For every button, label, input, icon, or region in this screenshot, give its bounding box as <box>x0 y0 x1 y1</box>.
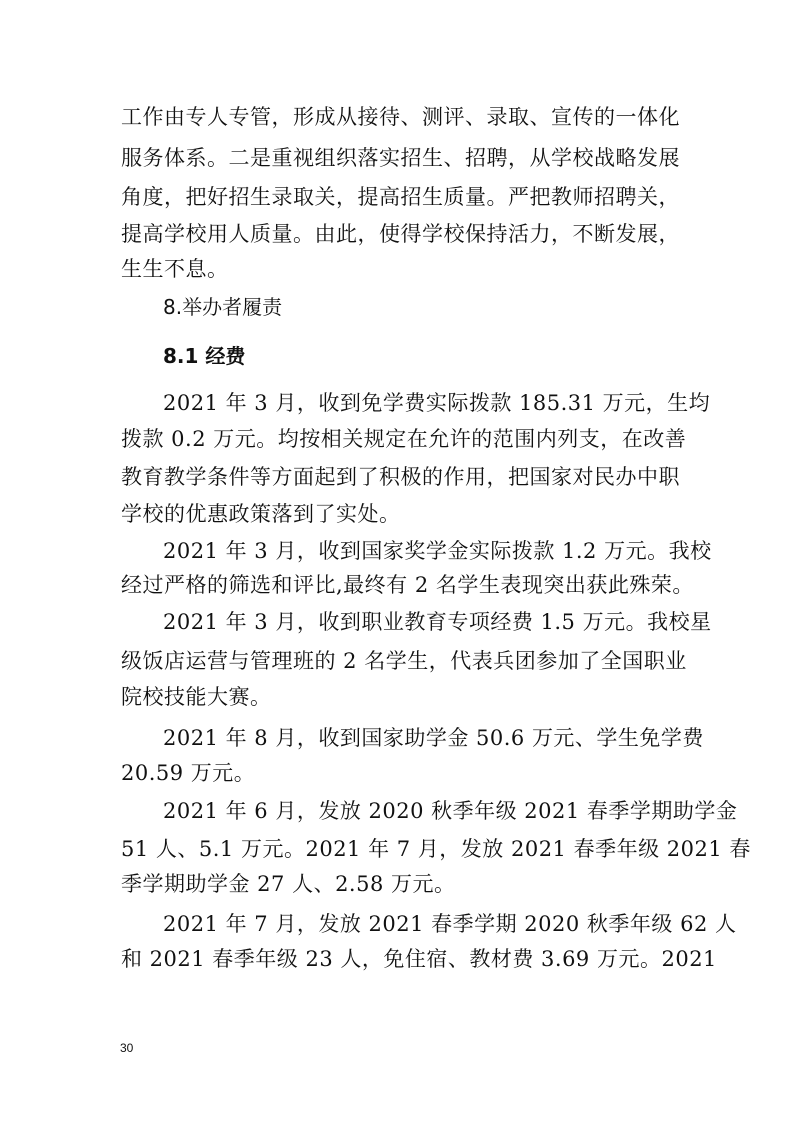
paragraph-line: 51 人、5.1 万元。2021 年 7 月，发放 2021 春季年级 2021 春 <box>121 837 751 861</box>
paragraph-line: 20.59 万元。 <box>121 761 256 785</box>
page-number: 30 <box>120 1041 134 1055</box>
paragraph-line: 级饭店运营与管理班的 2 名学生，代表兵团参加了全国职业 <box>121 649 687 673</box>
paragraph-line: 学校的优惠政策落到了实处。 <box>121 502 401 526</box>
paragraph-line: 2021 年 3 月，收到职业教育专项经费 1.5 万元。我校星 <box>163 610 712 634</box>
paragraph-line: 生生不息。 <box>121 257 229 281</box>
paragraph-line: 工作由专人专管，形成从接待、测评、录取、宣传的一体化 <box>121 105 680 129</box>
paragraph-line: 角度，把好招生录取关，提高招生质量。严把教师招聘关， <box>121 185 680 209</box>
paragraph-line: 服务体系。二是重视组织落实招生、招聘，从学校战略发展 <box>121 146 680 170</box>
section-heading: 8.举办者履责 <box>163 295 283 319</box>
paragraph-line: 2021 年 3 月，收到国家奖学金实际拨款 1.2 万元。我校 <box>163 539 712 563</box>
paragraph-line: 拨款 0.2 万元。均按相关规定在允许的范围内列支，在改善 <box>121 427 687 451</box>
paragraph-line: 院校技能大赛。 <box>121 685 272 709</box>
subsection-heading: 8.1 经费 <box>163 344 246 368</box>
paragraph-line: 2021 年 6 月，发放 2020 秋季年级 2021 春季学期助学金 <box>163 799 738 823</box>
paragraph-line: 教育教学条件等方面起到了积极的作用，把国家对民办中职 <box>121 465 680 489</box>
paragraph-line: 2021 年 3 月，收到免学费实际拨款 185.31 万元，生均 <box>163 391 711 415</box>
paragraph-line: 季学期助学金 27 人、2.58 万元。 <box>121 872 456 896</box>
paragraph-line: 和 2021 春季年级 23 人，免住宿、教材费 3.69 万元。2021 <box>121 947 717 971</box>
paragraph-line: 提高学校用人质量。由此，使得学校保持活力，不断发展， <box>121 222 680 246</box>
paragraph-line: 2021 年 8 月，收到国家助学金 50.6 万元、学生免学费 <box>163 726 704 750</box>
paragraph-line: 2021 年 7 月，发放 2021 春季学期 2020 秋季年级 62 人 <box>163 912 737 936</box>
paragraph-line: 经过严格的筛选和评比,最终有 2 名学生表现突出获此殊荣。 <box>121 573 694 597</box>
